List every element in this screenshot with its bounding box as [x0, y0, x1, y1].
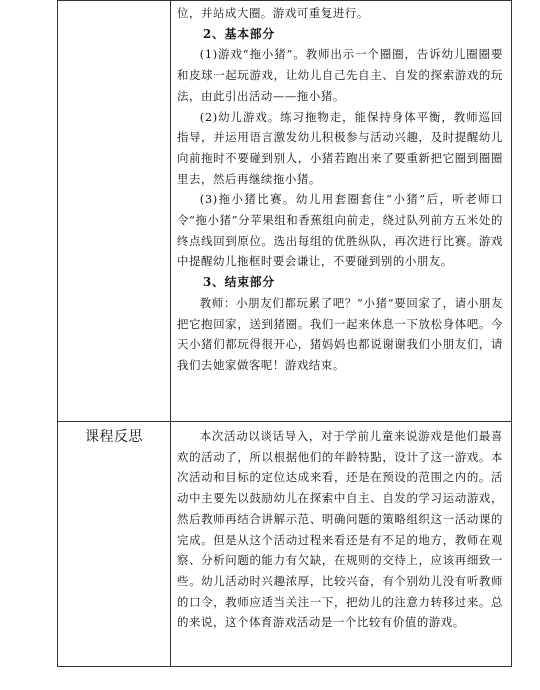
- activity-content: [171, 1, 511, 421]
- basic-part-heading: 2、基本部分: [203, 26, 275, 41]
- continued-line: 位，并站成大圈。游戏可重复进行。: [177, 6, 369, 20]
- course-reflection-row: [58, 422, 512, 667]
- reflection-content: [171, 422, 511, 666]
- ending-part-paragraph: 教师：小朋友们都玩累了吧？“小猪”要回家了，请小朋友把它抱回家，送到猪圈。我们一起来休息一下放松身体吧。今天小猪们都玩得很开心，猪妈妈也都说谢谢我们小朋友们，请我们去她家做客呢！游戏结束。: [177, 295, 503, 372]
- activity-process-row: [58, 1, 512, 422]
- ending-part-heading: 3、结束部分: [203, 275, 275, 290]
- lesson-plan-table: [57, 0, 512, 667]
- activity-content-cell: [171, 1, 512, 422]
- reflection-paragraph: 本次活动以谈话导入，对于学前儿童来说游戏是他们最喜欢的活动了，所以根据他们的年龄特點，设计了这一游戏。本次活动和目标的定位达成来看，还是在预设的范围之内的。活动中主要先以鼓励幼儿在探索中自主、自发的学习运动游戏，然后教师再结合讲解示范、明确问题的策略组织这一活动课的完成。但是从这个活动过程来看还是有不足的地方，教师在观察、分析问题的能力有欠缺，在规则的交待上，应该再细致一些。幼儿活动时兴趣浓厚，比较兴奋，有个别幼儿没有听教师的口令，教师应适当关注一下，把幼儿的注意力转移过来。总的来说，这个体育游戏活动是一个比较有价值的游戏。: [177, 429, 503, 630]
- basic-part-paragraph-2: (2)幼儿游戏。练习拖物走，能保持身体平衡，教师巡回指导，并运用语言激发幼儿积极参与活动兴趣，及时提醒幼儿向前拖时不要碰到别人，小猪若跑出来了要重新把它圈到圈圈里去，然后再继续拖小猪。: [177, 109, 503, 186]
- reflection-label-cell: [58, 422, 171, 667]
- basic-part-paragraph-1: (1)游戏“拖小猪”。教师出示一个圈圈，告诉幼儿圈圈要和皮球一起玩游戏，让幼儿自己先自主、自发的探索游戏的玩法，由此引出活动——拖小猪。: [177, 47, 503, 103]
- basic-part-paragraph-3: (3)拖小猪比赛。幼儿用套圈套住“小猪”后，听老师口令“拖小猪”分苹果组和香蕉组向前走，绕过队列前方五米处的终点线回到原位。选出每组的优胜纵队，再次进行比赛。游戏中提醒幼儿拖框时要会谦让，不要碰到别的小朋友。: [177, 192, 503, 269]
- reflection-label: 课程反思: [85, 429, 143, 445]
- row-label-cell: [58, 1, 171, 422]
- reflection-content-cell: [171, 422, 512, 667]
